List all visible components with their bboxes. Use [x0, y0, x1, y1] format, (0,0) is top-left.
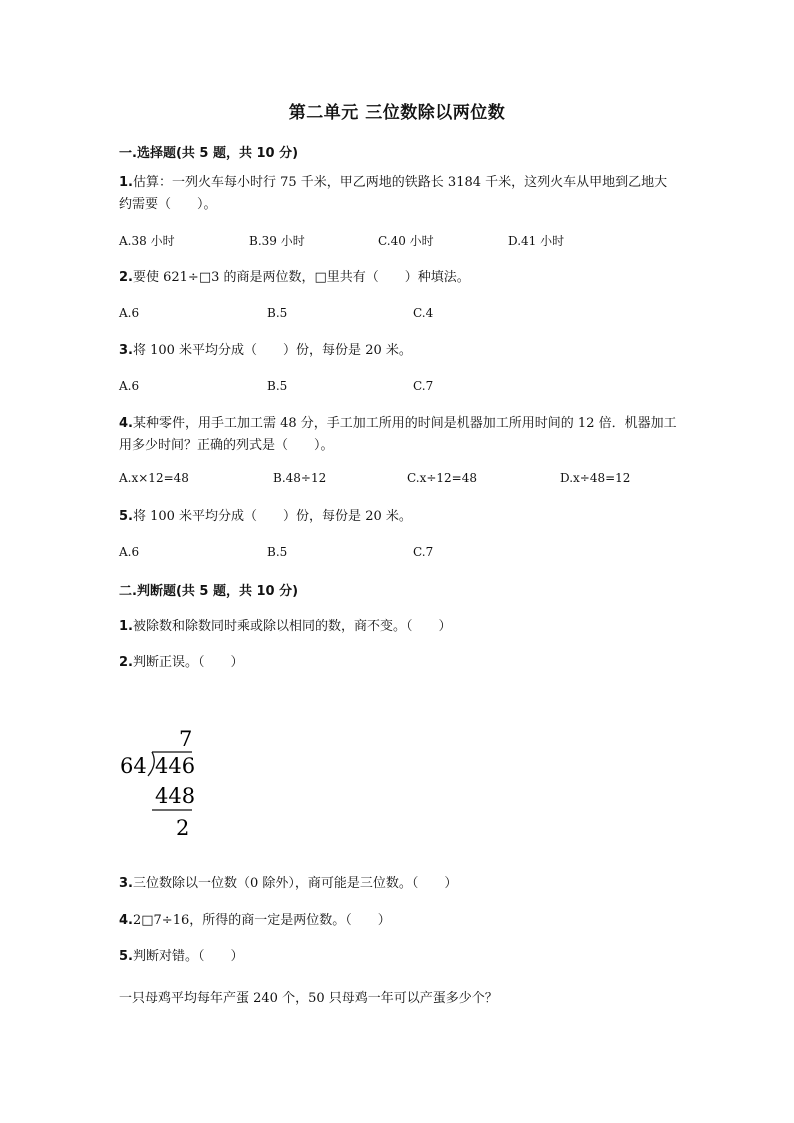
division-remainder: 2 [176, 816, 190, 840]
division-dividend: 446 [155, 754, 196, 778]
division-quotient: 7 [179, 727, 193, 751]
question-text: 判断正误。（ ） [132, 655, 244, 670]
option-d[interactable]: D.x÷48=12 [560, 471, 631, 485]
choice-question-4 [119, 413, 679, 457]
division-divisor: 64 [120, 754, 147, 778]
question-number: 1. [119, 619, 133, 634]
word-problem: 一只母鸡平均每年产蛋 240 个，50 只母鸡一年可以产蛋多少个？ [119, 991, 498, 1006]
option-a[interactable]: A.38 小时 [119, 234, 175, 248]
section-heading-judge: 二.判断题(共 5 题，共 10 分) [119, 584, 299, 599]
choice-options-5 [119, 545, 679, 563]
choice-question-3 [119, 340, 679, 362]
option-b[interactable]: B.39 小时 [249, 234, 305, 248]
choice-options-3 [119, 379, 679, 397]
question-text: 某种零件，用手工加工需 48 分，手工加工所用的时间是机器加工所用时间的 12 倍．机器加工用多少时间？正确的列式是（ ）。 [119, 416, 677, 453]
question-number: 2. [119, 270, 133, 285]
question-text: 估算：一列火车每小时行 75 千米，甲乙两地的铁路长 3184 千米，这列火车从甲地到乙地大约需要（ ）。 [119, 175, 668, 212]
choice-question-2 [119, 267, 679, 289]
section-heading-choice: 一.选择题(共 5 题，共 10 分) [119, 146, 299, 161]
choice-options-2 [119, 306, 679, 324]
question-number: 1. [119, 175, 133, 190]
option-c[interactable]: C.x÷12=48 [407, 471, 477, 485]
option-d[interactable]: D.41 小时 [508, 234, 565, 248]
option-c[interactable]: C.4 [413, 306, 434, 320]
option-c[interactable]: C.40 小时 [378, 234, 434, 248]
question-number: 3. [119, 876, 133, 891]
option-b[interactable]: B.5 [267, 545, 288, 559]
judge-question-1 [119, 616, 679, 638]
page-title: 第二单元 三位数除以两位数 [288, 103, 506, 123]
judge-question-2 [119, 652, 679, 674]
question-text: 将 100 米平均分成（ ）份，每份是 20 米。 [132, 509, 412, 524]
question-number: 4. [119, 913, 133, 928]
division-bracket [148, 752, 154, 776]
question-text: 要使 621÷□3 的商是两位数，□里共有（ ）种填法。 [132, 270, 470, 285]
judge-question-4 [119, 910, 679, 932]
option-c[interactable]: C.7 [413, 545, 434, 559]
judge-question-3 [119, 873, 679, 895]
question-text: 2□7÷16，所得的商一定是两位数。（ ） [132, 913, 391, 928]
division-product: 448 [155, 784, 196, 808]
question-number: 5. [119, 509, 133, 524]
long-division-svg [118, 726, 208, 841]
option-c[interactable]: C.7 [413, 379, 434, 393]
judge-question-5 [119, 946, 679, 968]
choice-options-1 [119, 232, 679, 250]
option-b[interactable]: B.5 [267, 379, 288, 393]
option-b[interactable]: B.48÷12 [273, 471, 327, 485]
question-text: 将 100 米平均分成（ ）份，每份是 20 米。 [132, 343, 412, 358]
long-division-figure [118, 726, 208, 841]
question-number: 5. [119, 949, 133, 964]
choice-question-1 [119, 172, 679, 216]
choice-question-5 [119, 506, 679, 528]
option-a[interactable]: A.6 [119, 379, 140, 393]
question-text: 被除数和除数同时乘或除以相同的数，商不变。（ ） [132, 619, 452, 634]
question-text: 判断对错。（ ） [132, 949, 244, 964]
choice-options-4 [119, 471, 679, 489]
question-number: 2. [119, 655, 133, 670]
question-text: 三位数除以一位数（0 除外），商可能是三位数。（ ） [132, 876, 458, 891]
option-a[interactable]: A.x×12=48 [119, 471, 189, 485]
option-a[interactable]: A.6 [119, 545, 140, 559]
question-number: 3. [119, 343, 133, 358]
question-number: 4. [119, 416, 133, 431]
option-a[interactable]: A.6 [119, 306, 140, 320]
option-b[interactable]: B.5 [267, 306, 288, 320]
